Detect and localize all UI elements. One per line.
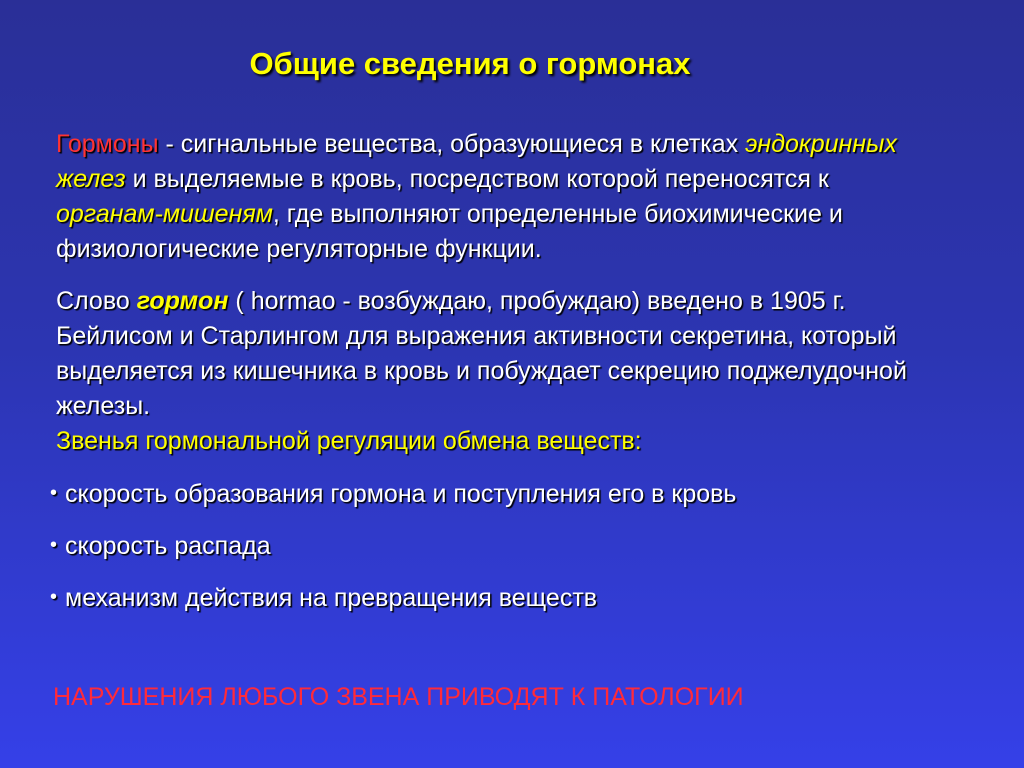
list-item-text: скорость образования гормона и поступления его в кровь (65, 480, 737, 508)
list-item-text: механизм действия на превращения веществ (65, 584, 598, 612)
definition-text-3: , где выполняют определенные биохимические и физиологические регуляторные функции. (56, 200, 843, 263)
pathology-warning: НАРУШЕНИЯ ЛЮБОГО ЗВЕНА ПРИВОДЯТ К ПАТОЛОГИИ (53, 683, 744, 711)
regulation-links-heading: Звенья гормональной регуляции обмена веществ: (56, 427, 642, 455)
emphasis-endocrine-glands: эндокринных желез (56, 130, 897, 193)
bullet-icon: • (50, 482, 58, 504)
list-item (50, 528, 950, 564)
emphasis-hormone-word: гормон (136, 287, 229, 315)
definition-text-2: и выделяемые в кровь, посредством которой переносятся к (125, 165, 829, 193)
definition-text-1: - сигнальные вещества, образующиеся в клетках (158, 130, 746, 158)
origin-paragraph (56, 284, 936, 424)
bullet-icon: • (50, 586, 58, 608)
origin-text-1: Слово (56, 287, 137, 315)
list-item (50, 580, 950, 616)
origin-text-2: ( hormao - возбуждаю, пробуждаю) введено в 1905 г. Бейлисом и Старлингом для выражения активности секретина, который выделяется из кишечника в кровь и побуждает секрецию поджелудочной железы. (56, 287, 907, 420)
slide-title: Общие сведения о гормонах (249, 46, 691, 81)
bullet-icon: • (50, 534, 58, 556)
definition-paragraph (56, 127, 936, 267)
emphasis-target-organs: органам-мишеням (56, 200, 273, 228)
list-item-text: скорость распада (65, 532, 271, 560)
term-hormones: Гормоны (56, 130, 159, 158)
list-item (50, 476, 950, 512)
